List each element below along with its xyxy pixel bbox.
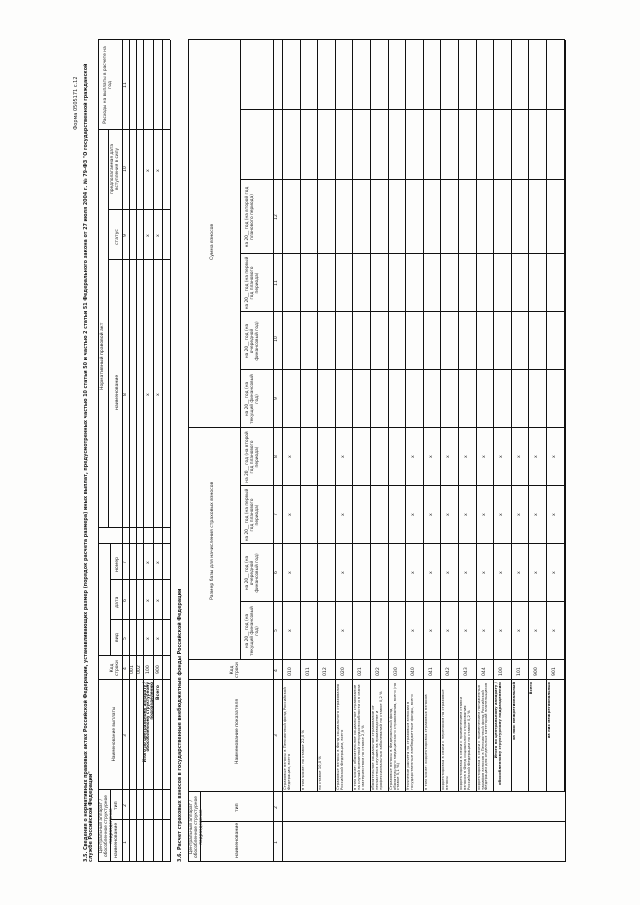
x-mark: x — [146, 393, 151, 396]
x-mark: x — [428, 571, 434, 574]
header-year: на 20__ год (на первый год планового периода) — [245, 488, 260, 542]
x-mark: x — [516, 455, 522, 458]
col-num: 6 — [123, 599, 128, 602]
header-row-code: Код строки — [110, 660, 120, 676]
x-mark: x — [534, 629, 540, 632]
x-mark: x — [464, 455, 469, 458]
x-mark: x — [288, 629, 293, 632]
col-num: 7 — [274, 513, 279, 516]
header-year: на 20__ год (на текущий финансовый год) — [245, 606, 260, 656]
header-type: тип — [235, 803, 240, 812]
row-code: 030 — [393, 667, 399, 676]
indicator-label: Итого по центральному аппарату / обособленному структурному подразделению — [493, 682, 503, 785]
header-name: наименование — [235, 822, 240, 858]
header-base: Размер базы для начисления страховых взносов — [210, 481, 215, 600]
indicator-label: Страховые взносы в Фонд социального страхования Российской Федерации, всего — [334, 684, 344, 790]
indicator-label: корректировка в связи с переносом на страховые взносы — [440, 689, 450, 790]
col-num: 5 — [123, 637, 128, 640]
x-mark: x — [411, 455, 417, 458]
row-code: 001 — [130, 665, 135, 674]
col-num: 9 — [123, 234, 128, 237]
x-mark: x — [411, 571, 417, 574]
header-npa: Нормативный правовой акт — [100, 322, 105, 390]
row-code: 042 — [446, 667, 452, 676]
x-mark: x — [411, 629, 417, 632]
row-code: 043 — [464, 667, 469, 676]
indicator-label: из них межрегиональных — [546, 682, 551, 739]
header-indicator: Наименование показателя — [235, 698, 240, 764]
row-code: 100 — [499, 667, 505, 676]
x-mark: x — [411, 513, 417, 516]
x-mark: x — [288, 455, 293, 458]
x-mark: x — [499, 513, 505, 516]
x-mark: x — [552, 629, 557, 632]
header-sum: Сумма взносов — [210, 223, 215, 260]
x-mark: x — [288, 571, 293, 574]
x-mark: x — [499, 455, 505, 458]
header-year: на 20__ год (на второй год планового периода) — [245, 186, 255, 248]
x-mark: x — [340, 571, 346, 574]
header-year: на 20__ год (на первый год планового периода) — [245, 256, 260, 310]
col-num: 7 — [123, 561, 128, 564]
x-mark: x — [552, 455, 557, 458]
x-mark: x — [428, 629, 434, 632]
x-mark: x — [428, 455, 434, 458]
header-status: статус — [115, 229, 120, 245]
indicator-label: Уточнение расчета по страховым взносам в государственные внебюджетные фонды, всего — [405, 694, 415, 790]
indicator-label: в том числе: обязательное социальное страхование на случай временной нетрудоспособности и в связи с материнством по ставке 2,9 % — [352, 684, 366, 790]
col-num: 9 — [274, 397, 279, 400]
x-mark: x — [446, 629, 452, 632]
x-mark: x — [516, 629, 522, 632]
x-mark: x — [146, 561, 151, 564]
header-number: номер — [115, 556, 120, 572]
x-mark: x — [156, 561, 161, 564]
col-num: 6 — [274, 571, 279, 574]
row-code: 901 — [552, 667, 557, 676]
x-mark: x — [534, 571, 540, 574]
row-code: 041 — [428, 667, 434, 676]
col-num: 2 — [123, 804, 128, 807]
indicator-label: по ставке 10,0 % — [317, 756, 323, 790]
col-num: 3 — [274, 734, 279, 737]
col-num: 3 — [123, 734, 128, 737]
row-code: 020 — [340, 667, 346, 676]
row-code: 044 — [481, 667, 487, 676]
x-mark: x — [340, 513, 346, 516]
header-npa-name: наименование — [115, 374, 120, 410]
header-payment: Наименование выплаты — [112, 706, 117, 762]
indicator-label: из них: межрегиональный — [510, 682, 516, 740]
col-num: 4 — [274, 669, 279, 672]
row-code: 010 — [288, 667, 293, 676]
row-code: 012 — [323, 667, 329, 676]
row-code: 022 — [376, 667, 381, 676]
row-code: 002 — [137, 665, 142, 674]
x-mark: x — [340, 629, 346, 632]
rotated-form-sheet — [70, 30, 570, 870]
total-central-label: Итого по центральному аппарату / обособленному структурному подразделению — [142, 682, 154, 763]
col-num: 2 — [274, 806, 279, 809]
header-year: на 20__ год (на текущий финансовый год) — [245, 374, 260, 424]
x-mark: x — [428, 513, 434, 516]
x-mark: x — [156, 599, 161, 602]
x-mark: x — [146, 599, 151, 602]
header-year: на 20__ год (на очередной финансовый год) — [245, 321, 260, 361]
col-num: 4 — [123, 667, 128, 670]
row-code: 900 — [534, 667, 540, 676]
header-name: наименование — [114, 822, 119, 858]
x-mark: x — [156, 169, 161, 172]
total-code: 900 — [156, 665, 161, 674]
x-mark: x — [481, 571, 487, 574]
col-num: 11 — [123, 82, 128, 88]
section-3-5-title: 3.5. Сведения о нормативных правовых актах Российской Федерации, устанавливающих размер (порядок расчета размера) иных выплат, предусмотренных частью 10 статьи 50 и частью 2 статьи 51 Федерального закона от 27 июля 2004 г. № 79-ФЗ "О государственной гражданской службе Российской Федерации" — [84, 63, 94, 862]
row-code: 040 — [411, 667, 417, 676]
col-num: 12 — [274, 214, 279, 220]
x-mark: x — [516, 571, 522, 574]
x-mark: x — [156, 393, 161, 396]
header-row-code: Код строки — [230, 662, 240, 678]
x-mark: x — [464, 629, 469, 632]
header-cost: Расходы на выплаты в расчете на год — [103, 46, 113, 124]
x-mark: x — [146, 637, 151, 640]
form-code: Форма 0505171 с.12 — [73, 76, 79, 130]
x-mark: x — [534, 513, 540, 516]
header-type: тип — [114, 801, 119, 810]
x-mark: x — [146, 169, 151, 172]
x-mark: x — [146, 234, 151, 237]
row-code: 021 — [358, 667, 364, 676]
x-mark: x — [499, 571, 505, 574]
indicator-label: Всего — [528, 682, 534, 695]
x-mark: x — [534, 455, 540, 458]
header-year: на 20__ год (на очередной финансовый год) — [245, 553, 260, 593]
row-code: 011 — [305, 667, 311, 676]
col-num: 11 — [274, 280, 279, 286]
header-kind: вид — [115, 633, 120, 642]
x-mark: x — [499, 629, 505, 632]
indicator-label: в том числе: корректировка страховых взносов — [422, 694, 428, 790]
col-num: 10 — [123, 166, 128, 172]
indicator-label: Страховые взносы в Федеральный фонд обязательного медицинского страхования, всего (по ставке 5,1 %) — [387, 682, 401, 790]
col-num: 5 — [274, 629, 279, 632]
col-num: 1 — [274, 841, 279, 844]
row-code: 101 — [516, 667, 522, 676]
x-mark: x — [464, 513, 469, 516]
x-mark: x — [156, 234, 161, 237]
x-mark: x — [446, 455, 452, 458]
indicator-label: корректировка в связи с применением ставки взносов в Фонд социального страхования Российской Федерации по ставке 0,2 % — [458, 697, 471, 790]
section-3-6-title: 3.6. Расчет страховых взносов в государственные внебюджетные фонды Российской Федерации — [178, 588, 183, 862]
header-central: Центральный аппарат / обособленное структурное подразделение — [99, 795, 114, 857]
col-num: 8 — [123, 393, 128, 396]
indicator-label: обязательное социальное страхование от несчастных случаев на производстве и профессиональных заболеваний по ставке 0,2 % — [370, 691, 383, 790]
indicator-label: корректировка в связи с применением пониженных тарифов взносов в Пенсионный фонд Российской Федерации для отдельных категорий плательщиков — [475, 682, 489, 790]
x-mark: x — [156, 637, 161, 640]
indicator-label: в том числе: по ставке 22,0 % — [299, 729, 305, 790]
x-mark: x — [516, 513, 522, 516]
x-mark: x — [481, 629, 487, 632]
x-mark: x — [552, 571, 557, 574]
header-year: на 20__ год (на второй год планового периода) — [245, 431, 260, 483]
total-central-code: 100 — [146, 665, 151, 674]
x-mark: x — [446, 571, 452, 574]
x-mark: x — [288, 513, 293, 516]
total-label: Всего — [156, 685, 161, 700]
col-num: 1 — [123, 841, 128, 844]
x-mark: x — [340, 455, 346, 458]
col-num: 8 — [274, 455, 279, 458]
indicator-label: Страховые взносы в Пенсионный фонд Российской Федерации, всего — [282, 687, 291, 790]
header-expected-date: предполагаемая дата вступления в силу — [110, 143, 120, 195]
col-num: 10 — [274, 336, 279, 342]
x-mark: x — [464, 571, 469, 574]
x-mark: x — [481, 513, 487, 516]
x-mark: x — [446, 513, 452, 516]
x-mark: x — [552, 513, 557, 516]
x-mark: x — [481, 455, 487, 458]
header-date: дата — [115, 596, 120, 608]
header-central: Центральный аппарат / обособленное структурное подразделение — [189, 796, 204, 858]
